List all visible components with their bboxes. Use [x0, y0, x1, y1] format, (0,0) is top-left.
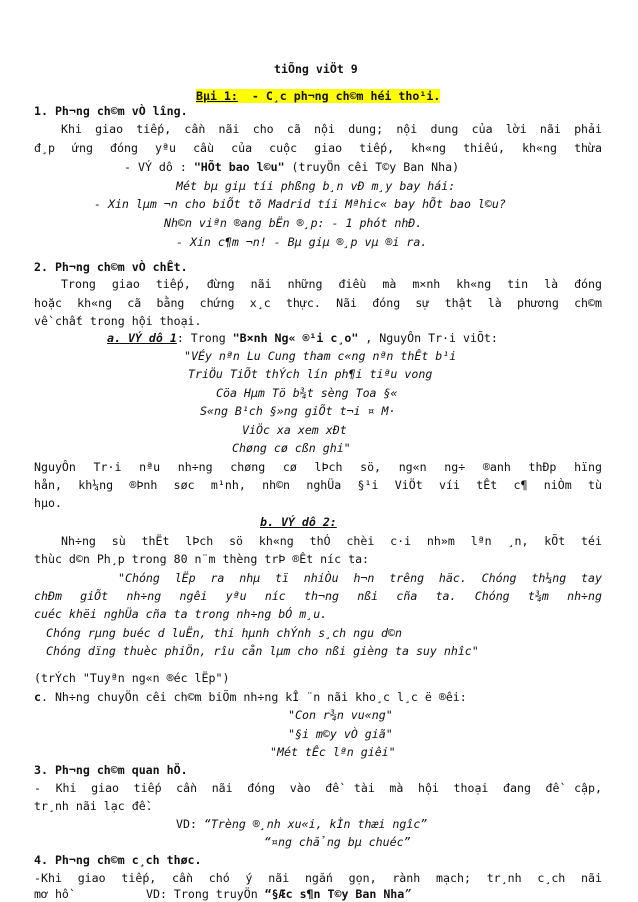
example-line-4: - Xin c¶m ¬n! - Bµ giµ ®¸p vµ ®i ra. [176, 235, 428, 249]
example-a-intro [107, 331, 498, 345]
lesson-number: Bµi 1: [196, 89, 238, 103]
quote-line-2: chÐm giÕt nh÷ng ngêi yªu níc th¬ng nßi cña ta. Chóng t¾m nh÷ng [34, 589, 602, 603]
section-2-paragraph-line-1: Trong giao tiếp, đừng nãi những điều mà m×nh kh«ng tin là đóng [61, 277, 602, 291]
poem-comment-line-1: NguyÔn Tr·i nªu nh÷ng chøng cø lÞch sö, ng«n ng÷ ®anh thÐp hïng [34, 460, 602, 474]
example-c-intro [34, 690, 467, 704]
section-4-paragraph-line-2: mơ hồ [34, 887, 69, 901]
section-3-paragraph-line-1: - Khi giao tiếp cần nãi đóng vào đề tài mà hội thoại đang đề cập, [34, 781, 602, 795]
quote-line-3: cuéc khëi nghÜa cña ta trong nh÷ng bÓ m¸u. [34, 607, 328, 621]
example-a-work-title: "B×nh Ng« ®¹i c¸o" [232, 331, 359, 345]
lesson-title-text: C¸c ph¬ng ch©m héi tho¹i. [265, 89, 441, 103]
section-3-example-1 [176, 817, 427, 831]
section-3-vd-label: VD: [176, 817, 204, 831]
example-b-label: b. VÝ dô 2: [260, 515, 337, 529]
example-c-label: c [34, 690, 41, 704]
section-4-paragraph-line-1: -Khi giao tiếp, cần chó ý nãi ngắn gọn, rành mạch; tr¸nh c¸ch nãi [34, 871, 602, 885]
section-2-paragraph-line-2: hoặc kh«ng cã bằng chứng x¸c thực. Nãi đóng sự thật là phương ch©m [34, 296, 602, 310]
section-4-heading: 4. Ph¬ng ch©m c¸ch thøc. [34, 853, 202, 867]
quote-line-5: Chóng dïng thuèc phiÖn, rîu cån lµm cho nßi gièng ta suy nhîc" [46, 644, 479, 658]
example-b-line-2: thùc d©n Ph¸p trong 80 n¨m thèng trÞ ®Êt níc ta: [34, 552, 370, 566]
example-c-item-3: "Mét tÊc lªn giêi" [270, 745, 396, 759]
section-4-vd-close: ” [404, 887, 412, 901]
poem-line-3: Cöa Hµm Tö b¾t sèng Toa §« [216, 386, 398, 400]
poem-line-4: S«ng B¹ch §»ng giÕt t¬i ¤ M· [200, 404, 396, 418]
quote-line-4: Chóng rµng buéc d luËn, thi hµnh chÝnh s¸ch ngu d©n [46, 626, 402, 640]
quote-source: (trÝch "Tuyªn ng«n ®éc lËp") [34, 671, 230, 685]
section-4-vd-pre: VD: Trong truyÖn [146, 887, 265, 901]
section-4-vd-title: “§Æc s¶n T©y Ban Nha [264, 887, 405, 901]
poem-line-6: Chøng cø cßn ghi" [232, 441, 351, 455]
section-2-heading: 2. Ph¬ng ch©m vÒ chÊt. [34, 260, 188, 274]
quote-line-1: "Chóng lËp ra nhµ tï nhiÒu h¬n trêng häc. Chóng th¼ng tay [118, 571, 602, 585]
section-1-heading: 1. Ph¬ng ch©m vÒ lîng. [34, 104, 188, 118]
example-story-source: (truyÖn cêi T©y Ban Nha) [284, 160, 460, 174]
example-c-item-2: "§i m©y vÒ giã" [288, 727, 393, 741]
lesson-title [196, 89, 440, 103]
poem-line-2: TriÖu TiÕt thÝch lín ph¶i tiªu vong [188, 367, 433, 381]
example-a-text-pre: : Trong [176, 331, 233, 345]
poem-line-1: "VÉy nªn Lu Cung tham c«ng nªn thÊt b¹i [184, 349, 457, 363]
section-2-paragraph-line-3: về chất trong hội thoại. [34, 314, 202, 328]
example-c-text: . Nh÷ng chuyÖn cêi ch©m biÕm nh÷ng kÎ ¨n nãi kho¸c l¸c ë ®êi: [40, 690, 467, 704]
example-line-1: Mét bµ giµ tíi phßng b¸n vÐ m¸y bay hái: [176, 179, 456, 193]
lesson-title-separator: - [237, 89, 266, 103]
page-header-title: tiÕng viÖt 9 [274, 62, 358, 76]
example-b-line-1: Nh÷ng sù thËt lÞch sö kh«ng thÓ chèi c·i nh»m lªn ¸n, kÕt téi [61, 534, 602, 548]
section-3-vd-text-1: “Trèng ®¸nh xu«i, kÌn thæi ngîc” [203, 817, 428, 831]
poem-comment-line-3: hµo. [34, 496, 62, 510]
section-1-example [124, 160, 459, 174]
section-3-heading: 3. Ph¬ng ch©m quan hÖ. [34, 763, 188, 777]
section-4-example [146, 887, 411, 901]
section-1-paragraph-line-2: đ¸p ứng đóng yªu cầu của cuộc giao tiếp, kh«ng thiếu, kh«ng thừa [34, 141, 602, 155]
example-line-3: Nh©n viªn ®ang bËn ®¸p: - 1 phót nhÐ. [164, 216, 423, 230]
section-3-example-2: “¤ng chẳng bµ chuéc” [264, 835, 411, 849]
poem-comment-line-2: hån, kh¼ng ®Þnh søc m¹nh, nh©n nghÜa §¹i ViÖt víi tÊt c¶ niÒm tù [34, 478, 602, 492]
poem-line-5: ViÖc xa xem xÐt [242, 423, 347, 437]
example-line-2: - Xin lµm ¬n cho biÕt tõ Madrid tíi Mªhic« bay hÕt bao l©u? [94, 197, 506, 211]
example-a-label: a. VÝ dô 1 [107, 331, 177, 345]
example-c-item-1: "Con r¾n vu«ng" [288, 708, 393, 722]
section-3-paragraph-line-2: tr¸nh nãi lạc đề. [34, 799, 153, 813]
section-1-paragraph-line-1: Khi giao tiếp, cần nãi cho cã nội dung; nội dung của lời nãi phải [61, 122, 602, 136]
example-story-title: "HÕt bao l©u" [193, 160, 285, 174]
example-a-text-post: , NguyÔn Tr·i viÕt: [358, 331, 498, 345]
example-label: - VÝ dô : [124, 160, 194, 174]
